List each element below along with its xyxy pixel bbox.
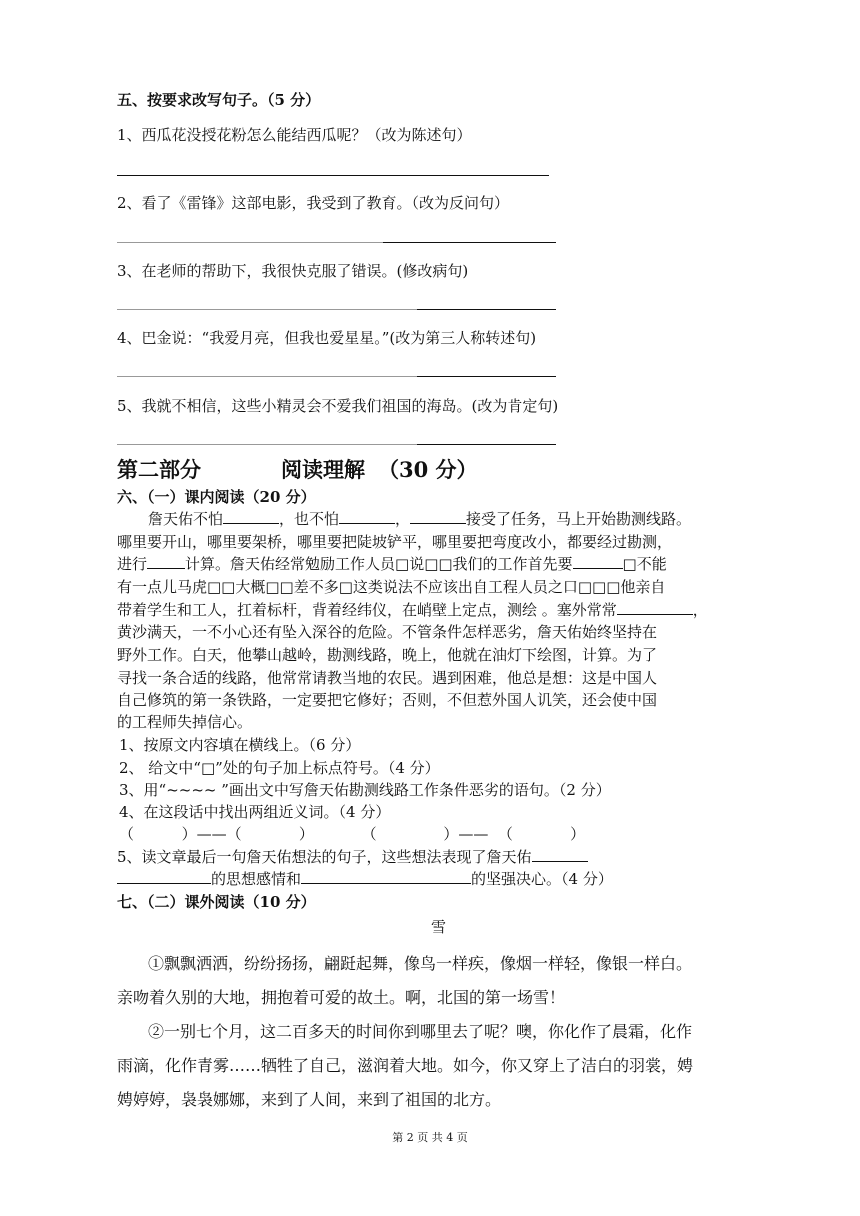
passage-line-5 (117, 599, 708, 620)
question-1: 1、西瓜花没授花粉怎么能结西瓜呢？（改为陈述句） (117, 126, 472, 144)
sub-question-1: 1、按原文内容填在横线上。（6 分） (119, 736, 361, 754)
passage-line-7: 野外工作。白天，他攀山越岭，勘测线路，晚上，他就在油灯下绘图，计算。为了 (117, 646, 658, 664)
passage-line-2: 哪里要开山，哪里要架桥，哪里要把陡坡铲平，哪里要把弯度改小，都要经过勘测， (117, 533, 673, 551)
passage-text: 的思想感情和 (211, 870, 302, 888)
answer-line-5a (117, 444, 417, 445)
section7-heading: 七、（二）课外阅读（10 分） (117, 893, 316, 911)
fill-blank[interactable] (573, 554, 623, 569)
passage-text: 进行 (117, 555, 148, 573)
question-3: 3、在老师的帮助下，我很快克服了错误。(修改病句) (117, 262, 469, 280)
question-2: 2、看了《雷锋》这部电影，我受到了教育。（改为反问句） (117, 194, 510, 212)
article-para2-line2: 雨滴，化作青雾……牺牲了自己，滋润着大地。如今，你又穿上了洁白的羽裳，娉 (117, 1056, 694, 1075)
section5-heading: 五、按要求改写句子。（5 分） (117, 91, 321, 109)
article-para1-line2: 亲吻着久别的大地，拥抱着可爱的故土。啊，北国的第一场雪！ (117, 988, 566, 1007)
sub-question-2: 2、 给文中“□”处的句子加上标点符号。（4 分） (119, 759, 440, 777)
article-title: 雪 (431, 918, 447, 936)
answer-line-1 (117, 175, 549, 176)
passage-line-3 (117, 553, 667, 574)
question-4: 4、巴金说：“我爱月亮，但我也爱星星。”(改为第三人称转述句) (117, 329, 537, 347)
fill-blank[interactable] (339, 509, 395, 524)
page-footer: 第 2 页 共 4 页 (392, 1131, 468, 1144)
question-5: 5、我就不相信，这些小精灵会不爱我们祖国的海岛。(改为肯定句) (117, 397, 559, 415)
passage-text: 带着学生和工人，扛着标杆，背着经纬仪，在峭壁上定点，测绘 。塞外常常 (117, 601, 617, 619)
part2-title-part: 第二部分 (117, 457, 201, 482)
answer-line-3b (417, 309, 556, 310)
passage-line-1 (148, 508, 691, 529)
passage-line-9: 自己修筑的第一条铁路，一定要把它修好；否则，不但惹外国人讥笑，还会使中国 (117, 691, 658, 709)
sub-question-5-line-2 (117, 868, 613, 889)
part2-title-score: （30 分） (378, 457, 478, 482)
answer-line-4a (117, 376, 417, 377)
article-para2-line3: 娉婷婷，袅袅娜娜，来到了人间，来到了祖国的北方。 (117, 1090, 502, 1109)
passage-line-6: 黄沙满天，一不小心还有坠入深谷的危险。不管条件怎样恶劣，詹天佑始终坚持在 (117, 623, 658, 641)
sub-question-4: 4、在这段话中找出两组近义词。（4 分） (119, 803, 391, 821)
fill-blank[interactable] (410, 509, 466, 524)
answer-line-2a (117, 242, 383, 243)
passage-text: 詹天佑不怕 (148, 510, 224, 528)
fill-blank[interactable] (223, 509, 279, 524)
synonym-pairs: （ ）——（ ） （ ）—— （ ） (119, 825, 586, 843)
passage-text: ， (692, 601, 708, 619)
passage-line-10: 的工程师失掉信心。 (117, 713, 253, 731)
fill-blank[interactable] (147, 554, 185, 569)
fill-blank[interactable] (301, 869, 471, 884)
section6-heading: 六、（一）课内阅读（20 分） (117, 488, 316, 506)
fill-blank[interactable] (617, 600, 693, 615)
answer-line-2b (383, 242, 556, 243)
part2-title-reading: 阅读理解 (281, 457, 365, 482)
answer-line-3a (117, 309, 417, 310)
fill-blank[interactable] (117, 869, 211, 884)
passage-text: ， (395, 510, 411, 528)
passage-text: 的坚强决心。（4 分） (471, 870, 613, 888)
passage-text: 计算。詹天佑经常勉励工作人员□说□□我们的工作首先要 (185, 555, 573, 573)
passage-line-4: 有一点儿马虎□□大概□□差不多□这类说法不应该出自工程人员之口□□□他亲自 (117, 578, 666, 596)
passage-line-8: 寻找一条合适的线路，他常常请教当地的农民。遇到困难，他总是想：这是中国人 (117, 669, 658, 687)
passage-text: □不能 (622, 555, 667, 573)
answer-line-5b (417, 444, 556, 445)
answer-line-4b (417, 376, 556, 377)
sub-question-5-line-1 (117, 846, 588, 867)
article-para1-line1: ①飘飘洒洒，纷纷扬扬，翩跹起舞，像鸟一样疾，像烟一样轻，像银一样白。 (148, 954, 693, 973)
fill-blank[interactable] (532, 847, 588, 862)
article-para2-line1: ②一别七个月，这二百多天的时间你到哪里去了呢？噢，你化作了晨霜，化作 (148, 1022, 693, 1041)
passage-text: 接受了任务，马上开始勘测线路。 (466, 510, 692, 528)
passage-text: 5、读文章最后一句詹天佑想法的句子，这些想法表现了詹天佑 (117, 848, 532, 866)
passage-text: ，也不怕 (279, 510, 340, 528)
sub-question-3: 3、用“~~~~ ”画出文中写詹天佑勘测线路工作条件恶劣的语句。（2 分） (119, 781, 611, 799)
